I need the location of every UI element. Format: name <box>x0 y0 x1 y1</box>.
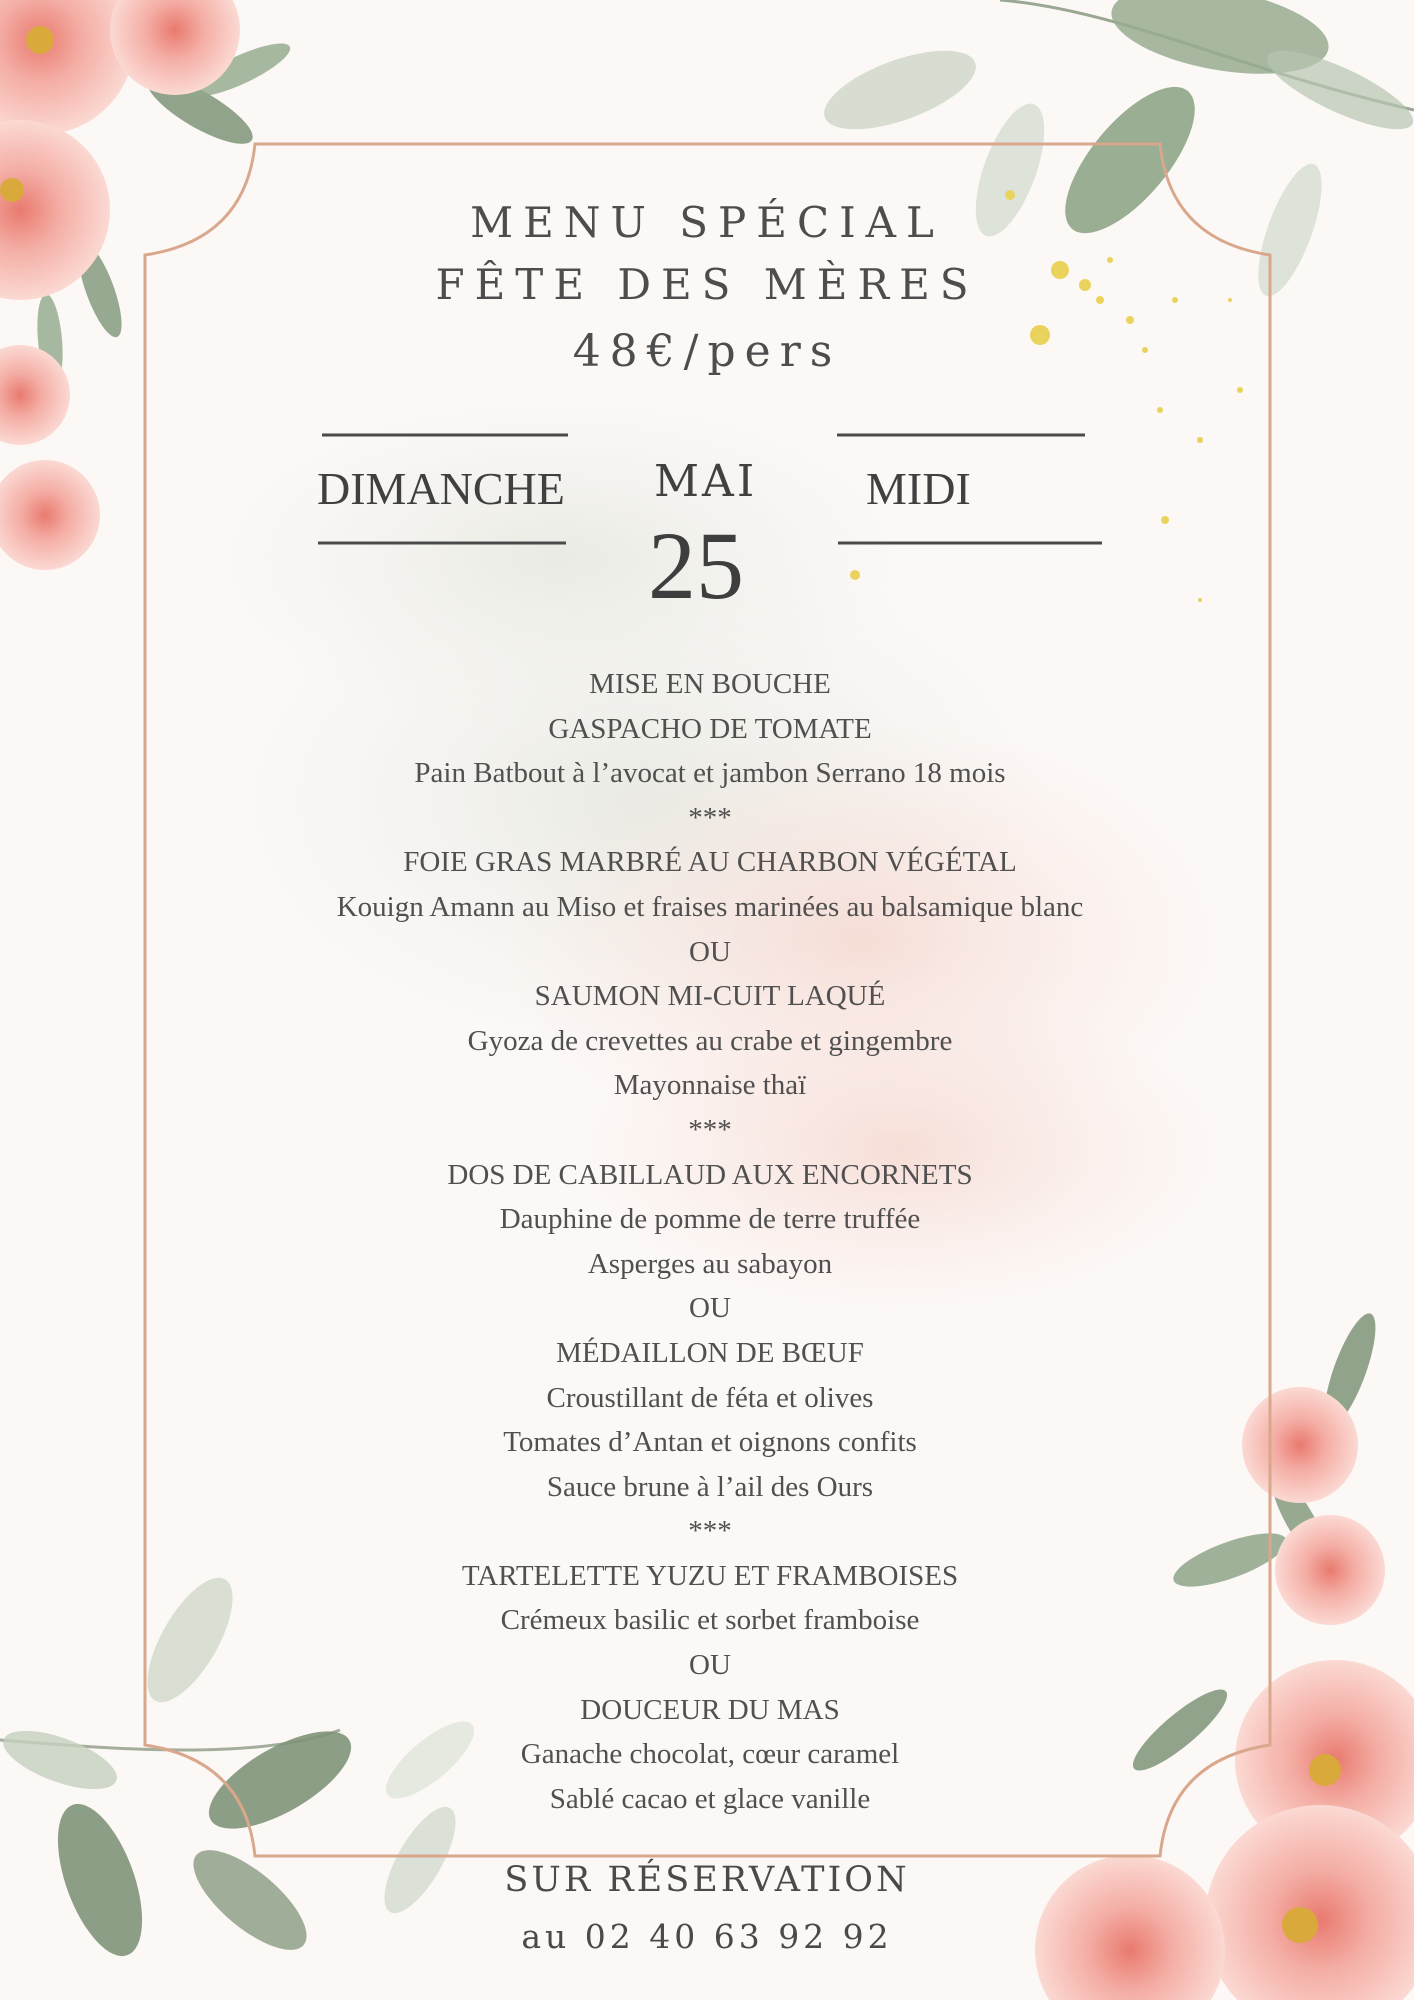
menu-or: OU <box>689 1649 731 1682</box>
menu-item: Crémeux basilic et sorbet framboise <box>500 1604 920 1637</box>
menu-separator: *** <box>688 1113 732 1146</box>
menu-item: Dauphine de pomme de terre truffée <box>499 1203 921 1236</box>
menu-item: FOIE GRAS MARBRÉ AU CHARBON VÉGÉTAL <box>403 846 1017 879</box>
menu-item: Sauce brune à l’ail des Ours <box>546 1470 874 1503</box>
date-weekday: DIMANCHE <box>317 463 565 514</box>
menu-item: DOS DE CABILLAUD AUX ENCORNETS <box>447 1158 973 1191</box>
menu-item: Ganache chocolat, cœur caramel <box>520 1738 900 1771</box>
menu-item: Kouign Amann au Miso et fraises marinées au balsamique blanc <box>336 890 1084 923</box>
menu-list <box>200 662 1220 1821</box>
price-per-person: 48€/pers <box>572 326 842 377</box>
menu-item: MÉDAILLON DE BŒUF <box>556 1336 864 1369</box>
reservation-notice: SUR RÉSERVATION <box>504 1860 910 1900</box>
menu-item: MISE EN BOUCHE <box>589 668 831 700</box>
menu-item: Croustillant de féta et olives <box>546 1381 874 1414</box>
menu-item: DOUCEUR DU MAS <box>580 1693 840 1726</box>
date-service: MIDI <box>866 463 971 514</box>
menu-or: OU <box>689 1292 731 1325</box>
menu-item: Tomates d’Antan et oignons confits <box>503 1426 917 1459</box>
menu-separator: *** <box>688 801 732 834</box>
menu-item: GASPACHO DE TOMATE <box>548 712 872 745</box>
menu-item: TARTELETTE YUZU ET FRAMBOISES <box>461 1559 959 1592</box>
date-month: MAI <box>654 456 758 507</box>
menu-item: SAUMON MI-CUIT LAQUÉ <box>534 980 886 1013</box>
menu-item: Sablé cacao et glace vanille <box>549 1782 871 1815</box>
menu-item: Mayonnaise thaï <box>613 1069 807 1102</box>
menu-item: Asperges au sabayon <box>587 1247 833 1280</box>
phone-number: au 02 40 63 92 92 <box>521 1917 893 1956</box>
date-day-number: 25 <box>648 512 744 619</box>
menu-or: OU <box>689 935 731 968</box>
menu-item: Pain Batbout à l’avocat et jambon Serrano 18 mois <box>414 757 1006 790</box>
menu-item: Gyoza de crevettes au crabe et gingembre <box>467 1024 953 1057</box>
event-title: FÊTE DES MÈRES <box>435 260 979 309</box>
menu-title: MENU SPÉCIAL <box>470 198 944 247</box>
menu-separator: *** <box>688 1515 732 1548</box>
